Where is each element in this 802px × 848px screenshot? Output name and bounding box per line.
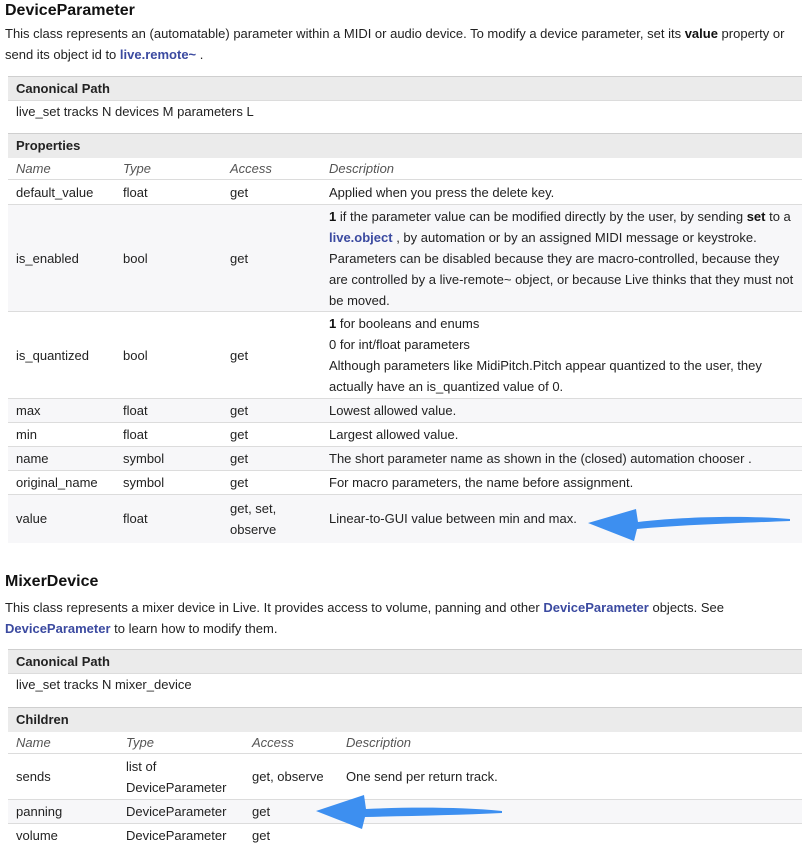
property-access: get [222, 312, 321, 399]
properties-table [8, 133, 802, 543]
child-name: panning [8, 800, 118, 824]
table-row [8, 423, 802, 447]
column-type: Type [123, 160, 151, 176]
column-name: Name [16, 160, 51, 176]
child-type: DeviceParameter [118, 800, 244, 824]
children-heading: Children [8, 708, 802, 732]
canonical-path-value: live_set tracks N mixer_device [8, 674, 802, 696]
property-name: original_name [8, 471, 115, 495]
column-name: Name [16, 734, 51, 750]
property-type: bool [115, 312, 222, 399]
device-parameter-intro: This class represents an (automatable) parameter within a MIDI or audio device. To modify a device parameter, set its value property or send its object id to live.remote~ . [5, 26, 785, 62]
child-type: list of DeviceParameter [118, 754, 244, 800]
property-description: Linear-to-GUI value between min and max. [321, 495, 802, 543]
property-type: float [115, 399, 222, 423]
property-access: get [222, 471, 321, 495]
device-parameter-canonical-table [8, 76, 802, 123]
arrow-icon [580, 495, 795, 547]
property-description: Lowest allowed value. [321, 399, 802, 423]
live-object-link[interactable]: live.object [329, 229, 393, 245]
device-parameter-link[interactable]: DeviceParameter [5, 621, 111, 636]
property-access: get [222, 423, 321, 447]
property-description: 1 for booleans and enums 0 for int/float parameters Although parameters like MidiPitch.Pitch appear quantized to the user, they actually have an is_quantized value of 0. [321, 312, 802, 399]
mixer-device-title: MixerDevice [5, 573, 99, 590]
property-access: get [222, 399, 321, 423]
property-type: float [115, 180, 222, 205]
child-name: sends [8, 754, 118, 800]
canonical-path-value: live_set tracks N devices M parameters L [8, 101, 802, 123]
table-row [8, 312, 802, 399]
property-name: max [8, 399, 115, 423]
property-name: name [8, 447, 115, 471]
column-description: Description [346, 734, 412, 750]
arrow-icon [310, 785, 506, 837]
column-description: Description [329, 160, 395, 176]
column-access: Access [230, 160, 272, 176]
property-access: get, set, observe [222, 495, 321, 543]
child-access: get [244, 824, 338, 848]
child-name: volume [8, 824, 118, 848]
property-description: The short parameter name as shown in the (closed) automation chooser . [321, 447, 802, 471]
property-description: Largest allowed value. [321, 423, 802, 447]
child-access: get, observe [244, 754, 338, 800]
child-type: DeviceParameter [118, 824, 244, 848]
property-type: float [115, 495, 222, 543]
column-type: Type [126, 734, 154, 750]
property-name: is_enabled [8, 205, 115, 312]
device-parameter-link[interactable]: DeviceParameter [543, 600, 649, 615]
table-row [8, 471, 802, 495]
table-row [8, 447, 802, 471]
child-description: One send per return track. [338, 754, 802, 800]
table-row [8, 205, 802, 312]
property-type: symbol [115, 447, 222, 471]
property-type: bool [115, 205, 222, 312]
properties-heading: Properties [8, 134, 802, 158]
property-access: get [222, 447, 321, 471]
property-description: Applied when you press the delete key. [321, 180, 802, 205]
canonical-path-heading: Canonical Path [8, 77, 802, 101]
mixer-device-canonical-table [8, 649, 802, 696]
property-type: float [115, 423, 222, 447]
table-row [8, 399, 802, 423]
property-access: get [222, 205, 321, 312]
child-access: get [244, 800, 338, 824]
property-description: 1 if the parameter value can be modified directly by the user, by sending set to a live.object , by automation or by an assigned MIDI message or keystroke. Parameters can be disabled because they are macro-controlled, because they are controlled by a live-remote~ object, or because Live thinks that they must not be moved. [321, 205, 802, 312]
property-type: symbol [115, 471, 222, 495]
property-name: is_quantized [8, 312, 115, 399]
property-name: value [8, 495, 115, 543]
live-remote-link[interactable]: live.remote~ [119, 47, 197, 62]
mixer-device-intro: This class represents a mixer device in Live. It provides access to volume, panning and other DeviceParameter objects. See DeviceParameter to learn how to modify them. [5, 600, 725, 636]
property-access: get [222, 180, 321, 205]
device-parameter-title: DeviceParameter [5, 2, 135, 19]
canonical-path-heading: Canonical Path [8, 650, 802, 674]
property-description: For macro parameters, the name before assignment. [321, 471, 802, 495]
property-name: default_value [8, 180, 115, 205]
property-name: min [8, 423, 115, 447]
column-access: Access [252, 734, 294, 750]
table-row [8, 180, 802, 205]
